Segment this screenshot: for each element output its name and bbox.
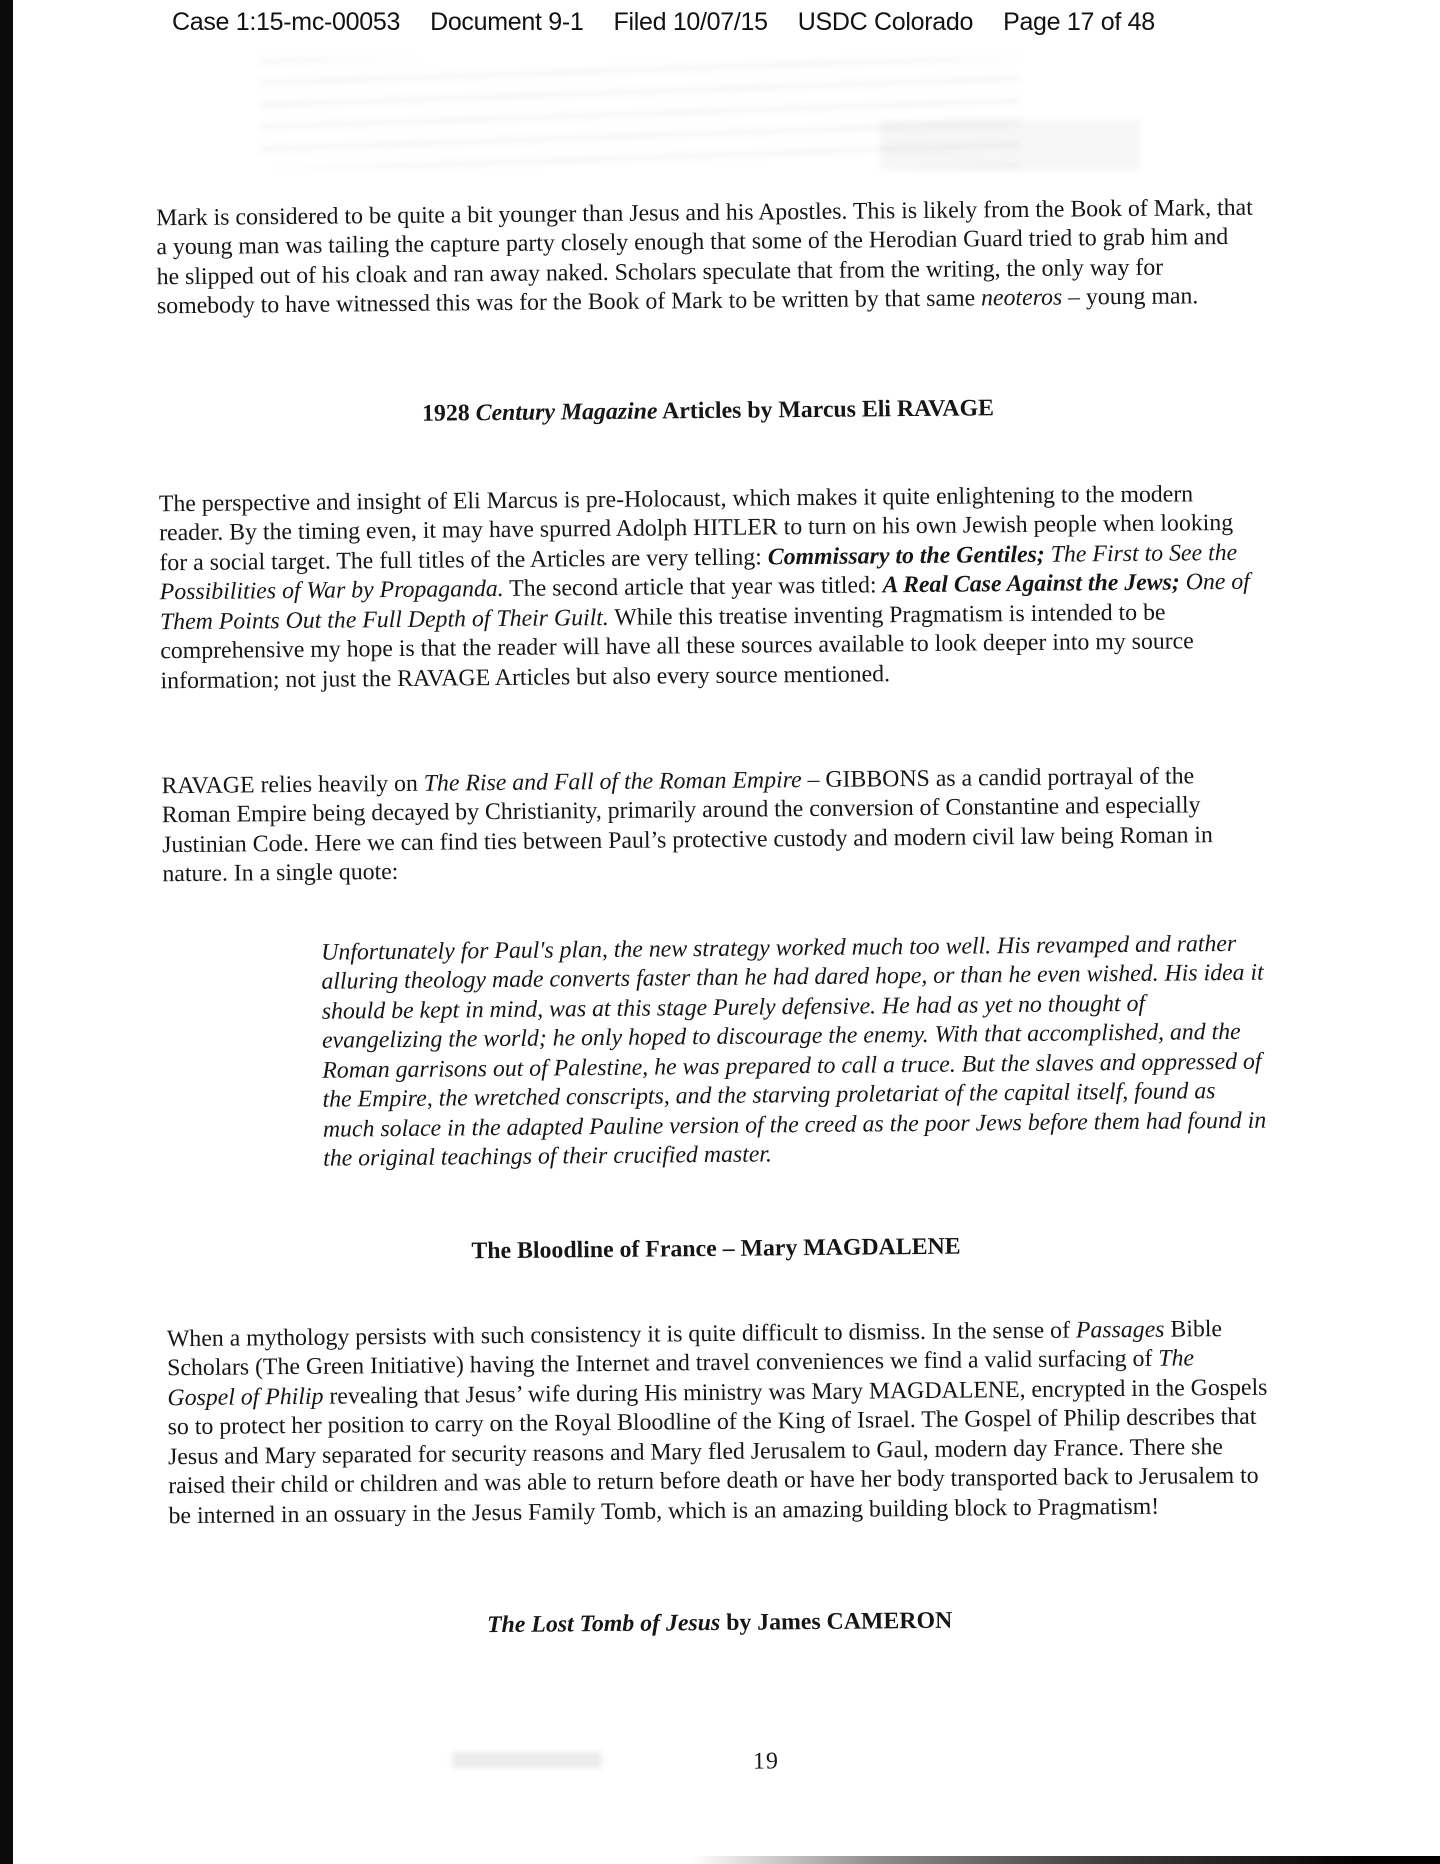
- article-subtitle-italic: The First to See the Possibilities of War by Propaganda.: [159, 539, 1238, 606]
- heading-text: Articles by Marcus Eli RAVAGE: [657, 395, 995, 425]
- paragraph-text: – young man.: [1062, 283, 1199, 311]
- heading-text: The Bloodline of France – Mary MAGDALENE: [471, 1233, 961, 1265]
- paragraph-text: – GIBBONS as a candid portrayal of the Roman Empire being decayed by Christianity, primarily around the conversion of Constantine and especially Justinian Code. Here we can find ties between Paul’s protective custody and modern civil law being Roman in nature. In a single quote:: [161, 763, 1214, 888]
- header-document-number: Document 9-1: [430, 8, 584, 36]
- article-title-bold-italic: A Real Case Against the Jews;: [882, 569, 1180, 599]
- section-heading-lost-tomb: [170, 1604, 1270, 1644]
- heading-text: 1928: [421, 400, 476, 427]
- header-page-indicator: Page 17 of 48: [1003, 8, 1155, 36]
- book-title-italic: The Rise and Fall of the Roman Empire: [423, 766, 802, 797]
- header-case-number: Case 1:15-mc-00053: [172, 8, 401, 36]
- paragraph-text: The perspective and insight of Eli Marcus is pre-Holocaust, which makes it quite enlightening to the modern reader. By the timing even, it may have spurred Adolph HITLER to turn on his own Jewish people when looking for a social target. The full titles of the Articles are very telling:: [158, 481, 1234, 577]
- heading-text-italic: The Lost Tomb of Jesus: [486, 1609, 721, 1639]
- heading-text: by James CAMERON: [720, 1607, 953, 1636]
- body-paragraph-mark: [156, 194, 1257, 323]
- header-court: USDC Colorado: [797, 8, 974, 36]
- paragraph-text: Bible Scholars (The Green Initiative) having the Internet and travel conveniences we find a valid surfacing of: [167, 1315, 1223, 1382]
- paragraph-text: When a mythology persists with such consistency it is quite difficult to dismiss. In the sense of: [166, 1317, 1077, 1353]
- paragraph-text: RAVAGE relies heavily on: [161, 770, 424, 800]
- heading-text-italic: Century Magazine: [475, 398, 658, 427]
- paragraph-text-italic: neoteros: [980, 284, 1063, 312]
- blockquote-paul-plan: [321, 929, 1271, 1174]
- paragraph-text: revealing that Jesus’ wife during His ministry was Mary MAGDALENE, encrypted in the Gospels so to protect her position to carry on the Royal Bloodline of the King of Israel. The Gospel of Philip describes that Jesus and Mary separated for security reasons and Mary fled Jerusalem to Gaul, modern day France. There she raised their child or children and was able to return before death or have her body transported back to Jerusalem to be interned in an ossuary in the Jesus Family Tomb, which is an amazing building block to Pragmatism!: [167, 1374, 1268, 1530]
- book-title-italic: The Gospel of Philip: [167, 1345, 1195, 1412]
- paragraph-text: Mark is considered to be quite a bit younger than Jesus and his Apostles. This is likely from the Book of Mark, that a young man was tailing the capture party closely enough that some of the Herodian Guard tried to grab him and he slipped out of his cloak and ran away naked. Scholars speculate that from the writing, the only way for somebody to have witnessed this was for the Book of Mark to be written by that same: [156, 194, 1253, 320]
- section-heading-bloodline-france: [166, 1230, 1266, 1270]
- book-title-italic: Passages: [1075, 1316, 1165, 1344]
- body-paragraph-perspective: [159, 479, 1261, 696]
- body-paragraph-ravage-gibbons: [161, 761, 1262, 890]
- header-filed-date: Filed 10/07/15: [613, 8, 768, 36]
- page-number: 19: [752, 1748, 780, 1775]
- paragraph-text: While this treatise inventing Pragmatism is intended to be comprehensive my hope is that the reader will have all these sources available to look deeper into my source information; not just the RAVAGE Articles but also every source mentioned.: [160, 599, 1194, 695]
- paragraph-text: The second article that year was titled:: [503, 572, 883, 603]
- scan-bottom-bar: [690, 1856, 1440, 1864]
- section-heading-ravage-articles: [158, 392, 1258, 432]
- article-title-bold-italic: Commissary to the Gentiles;: [767, 541, 1045, 571]
- body-paragraph-mythology: [167, 1314, 1269, 1531]
- article-subtitle-italic: One of Them Points Out the Full Depth of Their Guilt.: [159, 569, 1250, 636]
- quote-text: Unfortunately for Paul's plan, the new strategy worked much too well. His revamped and rather alluring theology made converts faster than he had dared hope, or than he even wished. His idea it should be kept in mind, was at this stage Purely defensive. He had as yet no thought of evangelizing the world; he only hoped to discourage the enemy. With that accomplished, and the Roman garrisons out of Palestine, he was prepared to call a truce. But the slaves and oppressed of the Empire, the wretched conscripts, and the starving proletariat of the capital itself, found as much solace in the adapted Pauline version of the creed as the poor Jews before them had found in the original teachings of their crucified master.: [321, 930, 1267, 1173]
